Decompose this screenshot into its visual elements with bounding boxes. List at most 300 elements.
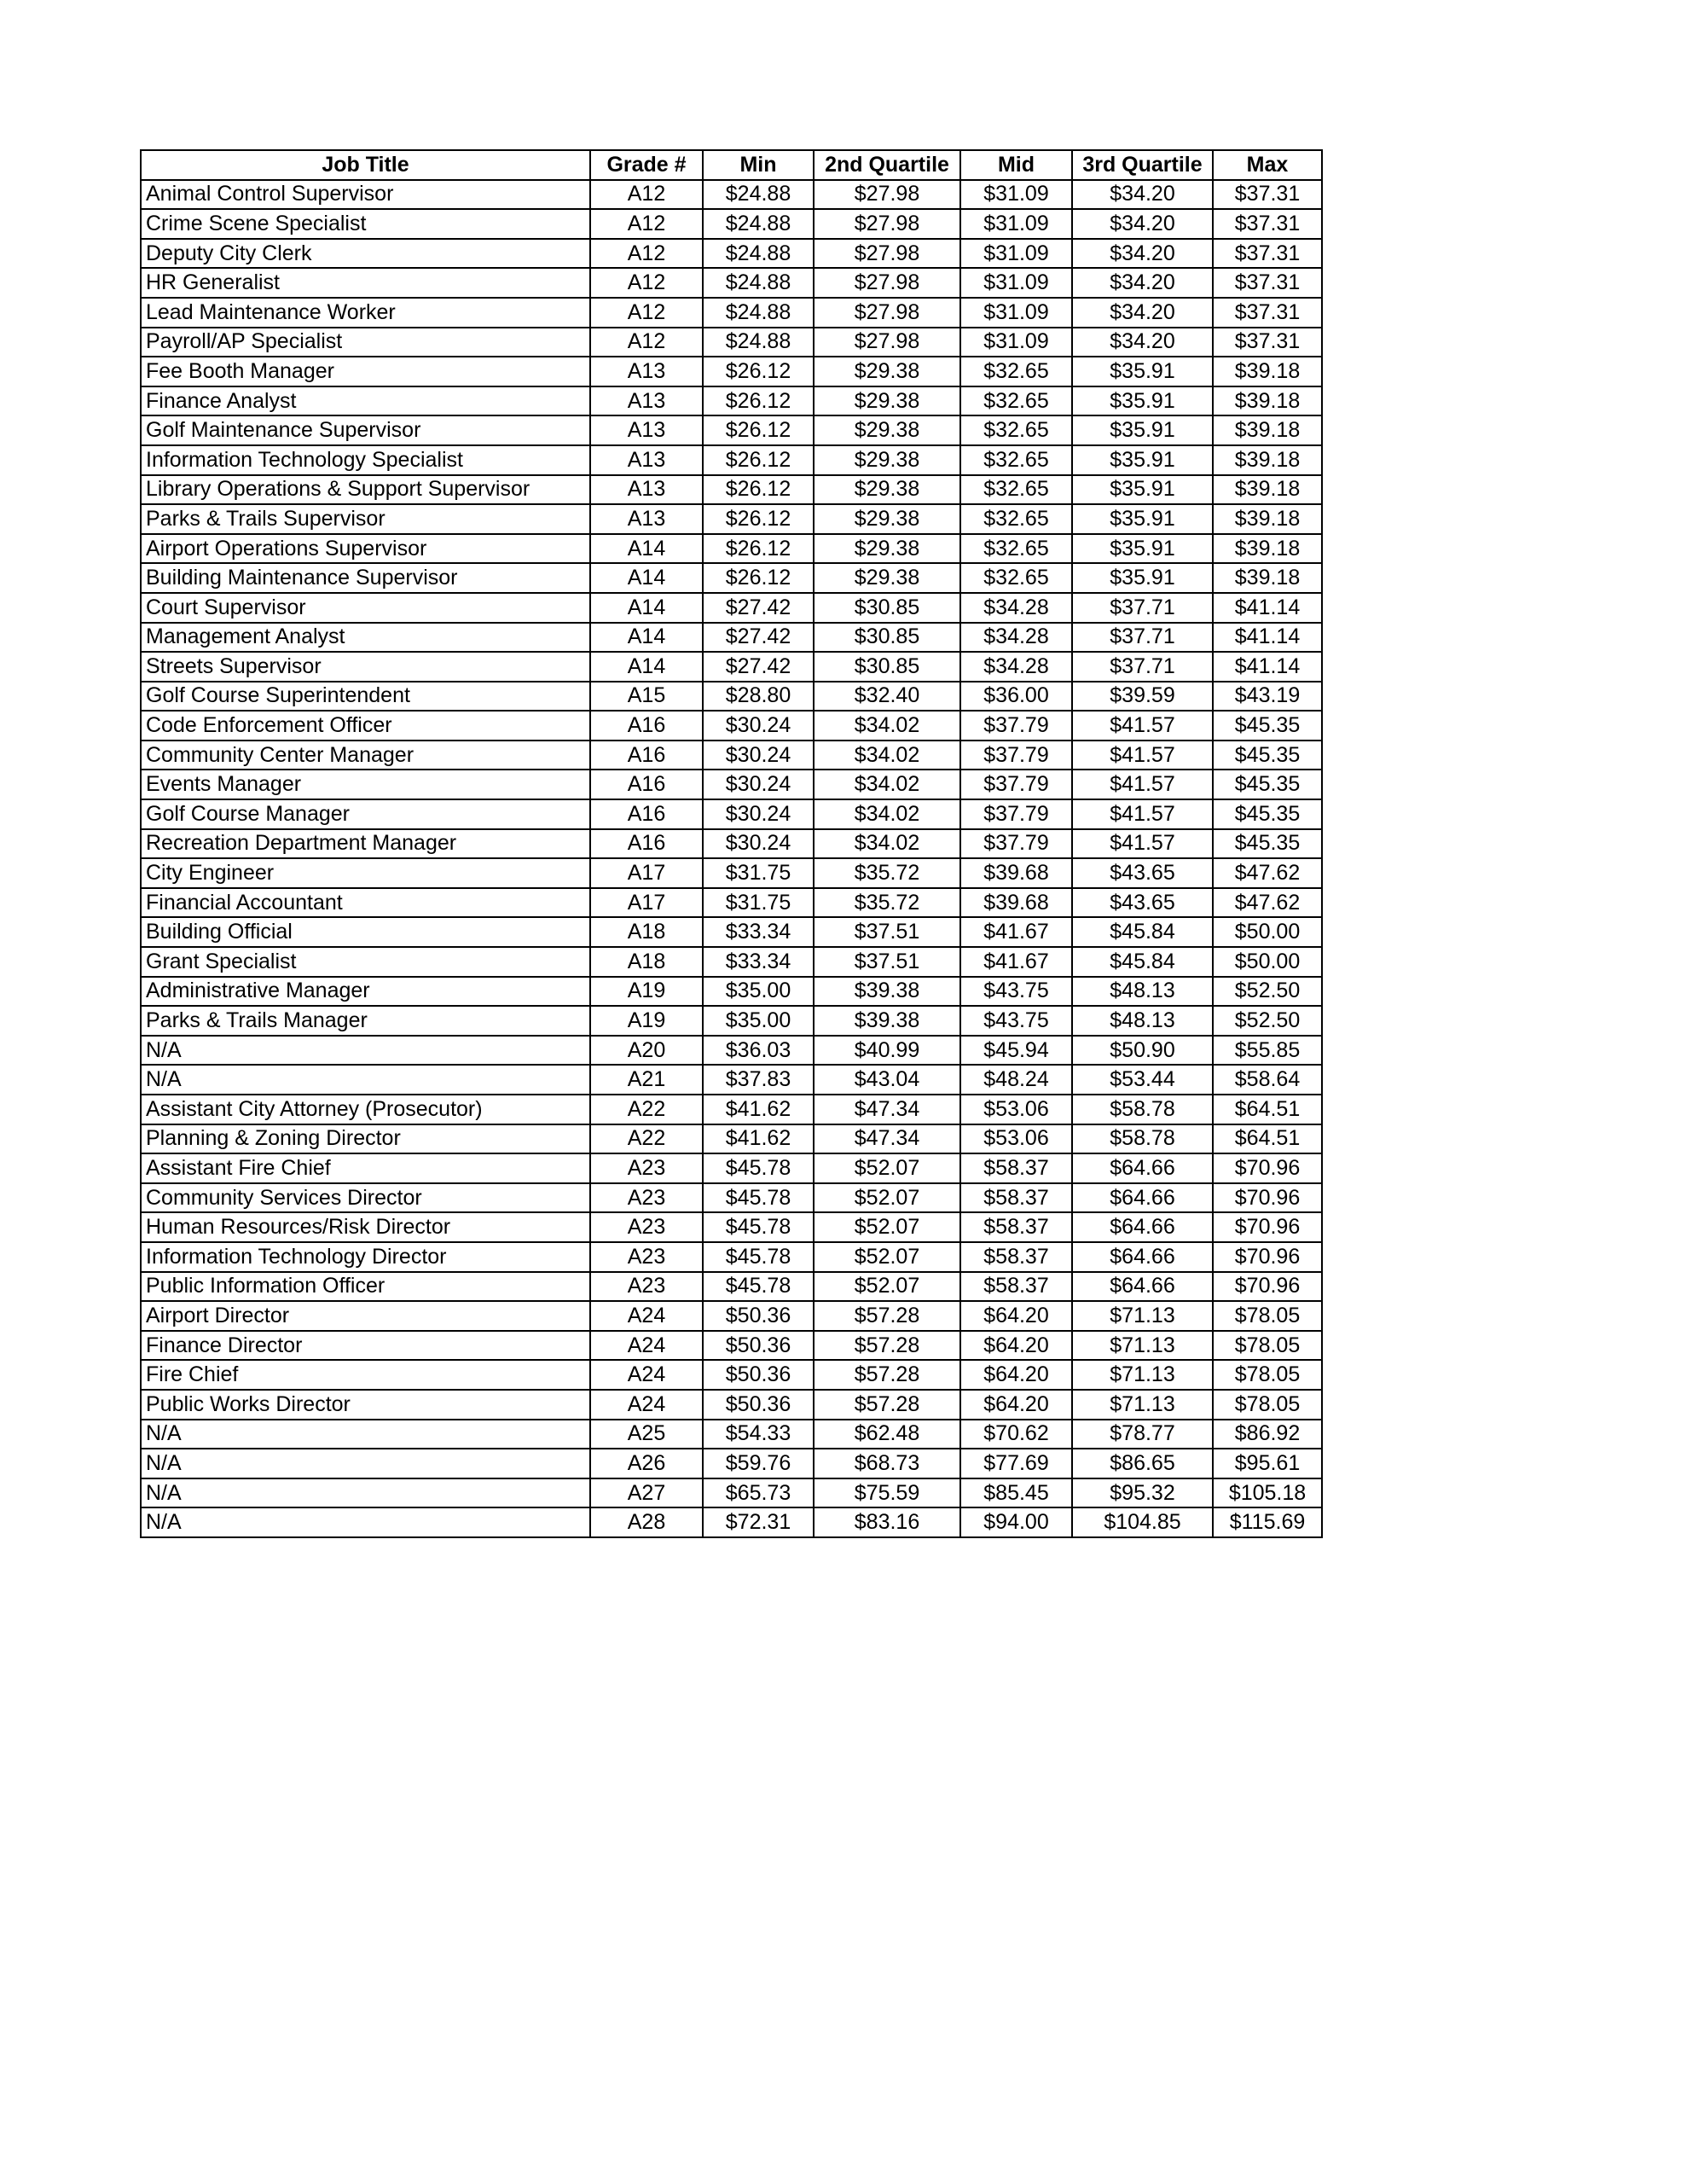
table-body	[141, 180, 1322, 1537]
cell-2nd-quartile: $34.02	[814, 770, 960, 799]
table-row	[141, 415, 1322, 445]
cell-grade: A14	[590, 623, 703, 653]
table-row	[141, 593, 1322, 623]
cell-min: $26.12	[703, 386, 814, 416]
cell-3rd-quartile: $45.84	[1072, 947, 1213, 977]
cell-grade: A14	[590, 534, 703, 564]
cell-3rd-quartile: $41.57	[1072, 770, 1213, 799]
cell-job-title: Building Maintenance Supervisor	[141, 563, 590, 593]
cell-job-title: Fire Chief	[141, 1360, 590, 1390]
cell-2nd-quartile: $29.38	[814, 386, 960, 416]
cell-2nd-quartile: $29.38	[814, 475, 960, 505]
cell-max: $39.18	[1213, 445, 1322, 475]
cell-job-title: Information Technology Specialist	[141, 445, 590, 475]
cell-mid: $32.65	[960, 504, 1072, 534]
cell-job-title: Assistant Fire Chief	[141, 1153, 590, 1183]
cell-job-title: Building Official	[141, 917, 590, 947]
table-row	[141, 1449, 1322, 1478]
cell-min: $24.88	[703, 268, 814, 298]
cell-2nd-quartile: $37.51	[814, 917, 960, 947]
cell-3rd-quartile: $48.13	[1072, 977, 1213, 1007]
cell-min: $31.75	[703, 858, 814, 888]
cell-3rd-quartile: $34.20	[1072, 328, 1213, 357]
cell-2nd-quartile: $32.40	[814, 682, 960, 712]
cell-mid: $53.06	[960, 1095, 1072, 1124]
cell-job-title: Management Analyst	[141, 623, 590, 653]
cell-min: $45.78	[703, 1183, 814, 1213]
cell-grade: A13	[590, 357, 703, 386]
cell-job-title: Court Supervisor	[141, 593, 590, 623]
table-row	[141, 1095, 1322, 1124]
header-2nd-quartile: 2nd Quartile	[814, 150, 960, 180]
cell-grade: A24	[590, 1390, 703, 1420]
cell-grade: A23	[590, 1212, 703, 1242]
cell-2nd-quartile: $52.07	[814, 1242, 960, 1272]
cell-job-title: Airport Director	[141, 1301, 590, 1331]
cell-max: $37.31	[1213, 268, 1322, 298]
table-row	[141, 1242, 1322, 1272]
cell-mid: $37.79	[960, 829, 1072, 859]
cell-3rd-quartile: $64.66	[1072, 1153, 1213, 1183]
cell-job-title: Planning & Zoning Director	[141, 1124, 590, 1154]
table-row	[141, 947, 1322, 977]
cell-mid: $32.65	[960, 357, 1072, 386]
cell-2nd-quartile: $29.38	[814, 534, 960, 564]
cell-mid: $31.09	[960, 328, 1072, 357]
cell-mid: $58.37	[960, 1242, 1072, 1272]
cell-max: $78.05	[1213, 1301, 1322, 1331]
cell-2nd-quartile: $68.73	[814, 1449, 960, 1478]
cell-max: $64.51	[1213, 1124, 1322, 1154]
cell-grade: A16	[590, 829, 703, 859]
cell-min: $24.88	[703, 239, 814, 269]
cell-2nd-quartile: $29.38	[814, 504, 960, 534]
cell-grade: A16	[590, 741, 703, 770]
cell-grade: A25	[590, 1420, 703, 1449]
cell-2nd-quartile: $30.85	[814, 623, 960, 653]
cell-3rd-quartile: $34.20	[1072, 209, 1213, 239]
cell-min: $45.78	[703, 1153, 814, 1183]
table-row	[141, 1420, 1322, 1449]
cell-max: $70.96	[1213, 1272, 1322, 1302]
cell-min: $50.36	[703, 1301, 814, 1331]
cell-max: $39.18	[1213, 563, 1322, 593]
cell-3rd-quartile: $35.91	[1072, 445, 1213, 475]
cell-job-title: Animal Control Supervisor	[141, 180, 590, 210]
cell-max: $95.61	[1213, 1449, 1322, 1478]
cell-job-title: Assistant City Attorney (Prosecutor)	[141, 1095, 590, 1124]
cell-max: $78.05	[1213, 1390, 1322, 1420]
cell-2nd-quartile: $27.98	[814, 209, 960, 239]
cell-min: $24.88	[703, 298, 814, 328]
cell-grade: A16	[590, 799, 703, 829]
cell-min: $50.36	[703, 1331, 814, 1361]
cell-mid: $37.79	[960, 711, 1072, 741]
table-row	[141, 1006, 1322, 1036]
cell-2nd-quartile: $47.34	[814, 1095, 960, 1124]
cell-min: $24.88	[703, 209, 814, 239]
cell-2nd-quartile: $83.16	[814, 1507, 960, 1537]
cell-mid: $43.75	[960, 977, 1072, 1007]
cell-job-title: N/A	[141, 1065, 590, 1095]
table-row	[141, 1183, 1322, 1213]
cell-3rd-quartile: $35.91	[1072, 534, 1213, 564]
cell-mid: $31.09	[960, 209, 1072, 239]
table-row	[141, 445, 1322, 475]
cell-mid: $64.20	[960, 1390, 1072, 1420]
cell-2nd-quartile: $29.38	[814, 415, 960, 445]
cell-3rd-quartile: $34.20	[1072, 239, 1213, 269]
cell-mid: $32.65	[960, 563, 1072, 593]
table-row	[141, 386, 1322, 416]
cell-job-title: HR Generalist	[141, 268, 590, 298]
cell-2nd-quartile: $34.02	[814, 799, 960, 829]
cell-3rd-quartile: $71.13	[1072, 1331, 1213, 1361]
cell-grade: A28	[590, 1507, 703, 1537]
table-row	[141, 504, 1322, 534]
cell-mid: $34.28	[960, 652, 1072, 682]
cell-3rd-quartile: $64.66	[1072, 1183, 1213, 1213]
cell-grade: A18	[590, 917, 703, 947]
cell-mid: $31.09	[960, 180, 1072, 210]
table-row	[141, 1124, 1322, 1154]
cell-job-title: Community Services Director	[141, 1183, 590, 1213]
header-min: Min	[703, 150, 814, 180]
cell-2nd-quartile: $52.07	[814, 1272, 960, 1302]
cell-max: $37.31	[1213, 328, 1322, 357]
cell-max: $55.85	[1213, 1036, 1322, 1066]
cell-mid: $41.67	[960, 947, 1072, 977]
cell-min: $27.42	[703, 623, 814, 653]
cell-job-title: Grant Specialist	[141, 947, 590, 977]
cell-max: $52.50	[1213, 1006, 1322, 1036]
cell-max: $45.35	[1213, 829, 1322, 859]
header-grade: Grade #	[590, 150, 703, 180]
cell-min: $30.24	[703, 741, 814, 770]
cell-3rd-quartile: $39.59	[1072, 682, 1213, 712]
table-row	[141, 1390, 1322, 1420]
cell-min: $30.24	[703, 829, 814, 859]
cell-min: $72.31	[703, 1507, 814, 1537]
cell-3rd-quartile: $86.65	[1072, 1449, 1213, 1478]
cell-grade: A12	[590, 180, 703, 210]
cell-min: $37.83	[703, 1065, 814, 1095]
cell-2nd-quartile: $29.38	[814, 357, 960, 386]
cell-max: $45.35	[1213, 799, 1322, 829]
cell-grade: A23	[590, 1183, 703, 1213]
cell-3rd-quartile: $71.13	[1072, 1360, 1213, 1390]
cell-3rd-quartile: $58.78	[1072, 1124, 1213, 1154]
cell-grade: A12	[590, 298, 703, 328]
cell-2nd-quartile: $34.02	[814, 711, 960, 741]
cell-min: $35.00	[703, 1006, 814, 1036]
cell-min: $26.12	[703, 475, 814, 505]
cell-grade: A24	[590, 1301, 703, 1331]
cell-2nd-quartile: $57.28	[814, 1360, 960, 1390]
cell-min: $30.24	[703, 770, 814, 799]
table-row	[141, 1212, 1322, 1242]
cell-3rd-quartile: $64.66	[1072, 1212, 1213, 1242]
cell-job-title: City Engineer	[141, 858, 590, 888]
cell-2nd-quartile: $40.99	[814, 1036, 960, 1066]
table-row	[141, 1478, 1322, 1508]
header-mid: Mid	[960, 150, 1072, 180]
header-3rd-quartile: 3rd Quartile	[1072, 150, 1213, 180]
cell-mid: $85.45	[960, 1478, 1072, 1508]
cell-mid: $70.62	[960, 1420, 1072, 1449]
cell-max: $45.35	[1213, 741, 1322, 770]
cell-2nd-quartile: $39.38	[814, 977, 960, 1007]
cell-grade: A23	[590, 1272, 703, 1302]
cell-job-title: Finance Director	[141, 1331, 590, 1361]
cell-max: $78.05	[1213, 1331, 1322, 1361]
pay-grade-table	[140, 149, 1323, 1538]
cell-mid: $32.65	[960, 475, 1072, 505]
cell-3rd-quartile: $35.91	[1072, 504, 1213, 534]
cell-max: $70.96	[1213, 1212, 1322, 1242]
cell-min: $65.73	[703, 1478, 814, 1508]
cell-max: $70.96	[1213, 1242, 1322, 1272]
cell-max: $47.62	[1213, 888, 1322, 918]
cell-mid: $64.20	[960, 1331, 1072, 1361]
cell-job-title: Fee Booth Manager	[141, 357, 590, 386]
cell-grade: A22	[590, 1124, 703, 1154]
cell-job-title: Deputy City Clerk	[141, 239, 590, 269]
cell-min: $45.78	[703, 1212, 814, 1242]
cell-min: $30.24	[703, 711, 814, 741]
cell-job-title: N/A	[141, 1420, 590, 1449]
cell-max: $37.31	[1213, 239, 1322, 269]
table-row	[141, 1331, 1322, 1361]
table-row	[141, 741, 1322, 770]
cell-3rd-quartile: $71.13	[1072, 1390, 1213, 1420]
cell-3rd-quartile: $58.78	[1072, 1095, 1213, 1124]
cell-mid: $77.69	[960, 1449, 1072, 1478]
cell-max: $39.18	[1213, 386, 1322, 416]
cell-3rd-quartile: $35.91	[1072, 386, 1213, 416]
cell-job-title: Public Works Director	[141, 1390, 590, 1420]
cell-mid: $58.37	[960, 1272, 1072, 1302]
cell-2nd-quartile: $52.07	[814, 1183, 960, 1213]
cell-max: $78.05	[1213, 1360, 1322, 1390]
cell-job-title: Crime Scene Specialist	[141, 209, 590, 239]
cell-job-title: N/A	[141, 1478, 590, 1508]
cell-mid: $32.65	[960, 386, 1072, 416]
cell-grade: A12	[590, 328, 703, 357]
cell-3rd-quartile: $35.91	[1072, 415, 1213, 445]
cell-min: $41.62	[703, 1124, 814, 1154]
cell-max: $70.96	[1213, 1183, 1322, 1213]
cell-3rd-quartile: $48.13	[1072, 1006, 1213, 1036]
cell-grade: A12	[590, 209, 703, 239]
cell-mid: $32.65	[960, 534, 1072, 564]
cell-grade: A21	[590, 1065, 703, 1095]
cell-grade: A14	[590, 593, 703, 623]
cell-job-title: Finance Analyst	[141, 386, 590, 416]
cell-min: $26.12	[703, 563, 814, 593]
cell-max: $45.35	[1213, 711, 1322, 741]
cell-mid: $39.68	[960, 888, 1072, 918]
table-row	[141, 1360, 1322, 1390]
cell-3rd-quartile: $34.20	[1072, 180, 1213, 210]
cell-grade: A14	[590, 563, 703, 593]
table-row	[141, 1507, 1322, 1537]
cell-2nd-quartile: $35.72	[814, 858, 960, 888]
cell-max: $37.31	[1213, 180, 1322, 210]
cell-2nd-quartile: $35.72	[814, 888, 960, 918]
table-row	[141, 1036, 1322, 1066]
cell-2nd-quartile: $27.98	[814, 328, 960, 357]
cell-mid: $37.79	[960, 799, 1072, 829]
table-row	[141, 711, 1322, 741]
cell-min: $30.24	[703, 799, 814, 829]
cell-grade: A22	[590, 1095, 703, 1124]
cell-min: $50.36	[703, 1390, 814, 1420]
cell-grade: A16	[590, 770, 703, 799]
cell-mid: $58.37	[960, 1183, 1072, 1213]
table-row	[141, 209, 1322, 239]
cell-max: $37.31	[1213, 209, 1322, 239]
cell-grade: A19	[590, 1006, 703, 1036]
cell-max: $41.14	[1213, 652, 1322, 682]
cell-2nd-quartile: $34.02	[814, 829, 960, 859]
table-row	[141, 298, 1322, 328]
cell-3rd-quartile: $35.91	[1072, 475, 1213, 505]
cell-2nd-quartile: $27.98	[814, 298, 960, 328]
cell-max: $39.18	[1213, 357, 1322, 386]
cell-3rd-quartile: $41.57	[1072, 799, 1213, 829]
cell-mid: $64.20	[960, 1360, 1072, 1390]
cell-3rd-quartile: $64.66	[1072, 1272, 1213, 1302]
cell-mid: $43.75	[960, 1006, 1072, 1036]
cell-3rd-quartile: $37.71	[1072, 593, 1213, 623]
header-row	[141, 150, 1322, 180]
cell-mid: $31.09	[960, 239, 1072, 269]
table-row	[141, 858, 1322, 888]
cell-2nd-quartile: $30.85	[814, 652, 960, 682]
cell-min: $33.34	[703, 947, 814, 977]
cell-grade: A24	[590, 1331, 703, 1361]
cell-grade: A12	[590, 268, 703, 298]
cell-max: $115.69	[1213, 1507, 1322, 1537]
cell-grade: A24	[590, 1360, 703, 1390]
table-row	[141, 1153, 1322, 1183]
cell-grade: A13	[590, 445, 703, 475]
cell-min: $27.42	[703, 593, 814, 623]
cell-min: $26.12	[703, 504, 814, 534]
cell-2nd-quartile: $27.98	[814, 180, 960, 210]
cell-2nd-quartile: $57.28	[814, 1390, 960, 1420]
cell-job-title: N/A	[141, 1507, 590, 1537]
cell-mid: $32.65	[960, 415, 1072, 445]
cell-2nd-quartile: $47.34	[814, 1124, 960, 1154]
cell-2nd-quartile: $75.59	[814, 1478, 960, 1508]
cell-3rd-quartile: $45.84	[1072, 917, 1213, 947]
table-row	[141, 770, 1322, 799]
cell-job-title: Recreation Department Manager	[141, 829, 590, 859]
cell-job-title: Public Information Officer	[141, 1272, 590, 1302]
cell-job-title: Airport Operations Supervisor	[141, 534, 590, 564]
cell-min: $26.12	[703, 357, 814, 386]
cell-3rd-quartile: $78.77	[1072, 1420, 1213, 1449]
cell-min: $26.12	[703, 534, 814, 564]
cell-mid: $45.94	[960, 1036, 1072, 1066]
cell-3rd-quartile: $41.57	[1072, 741, 1213, 770]
cell-mid: $32.65	[960, 445, 1072, 475]
cell-max: $41.14	[1213, 623, 1322, 653]
cell-min: $33.34	[703, 917, 814, 947]
cell-mid: $39.68	[960, 858, 1072, 888]
table-row	[141, 917, 1322, 947]
table-row	[141, 534, 1322, 564]
table-row	[141, 977, 1322, 1007]
cell-mid: $58.37	[960, 1153, 1072, 1183]
cell-grade: A15	[590, 682, 703, 712]
table-row	[141, 829, 1322, 859]
cell-mid: $34.28	[960, 623, 1072, 653]
cell-min: $41.62	[703, 1095, 814, 1124]
cell-min: $45.78	[703, 1242, 814, 1272]
cell-min: $59.76	[703, 1449, 814, 1478]
cell-3rd-quartile: $37.71	[1072, 652, 1213, 682]
cell-grade: A14	[590, 652, 703, 682]
cell-min: $24.88	[703, 328, 814, 357]
cell-mid: $58.37	[960, 1212, 1072, 1242]
header-max: Max	[1213, 150, 1322, 180]
cell-grade: A23	[590, 1153, 703, 1183]
cell-max: $39.18	[1213, 534, 1322, 564]
cell-3rd-quartile: $35.91	[1072, 563, 1213, 593]
cell-min: $45.78	[703, 1272, 814, 1302]
cell-max: $39.18	[1213, 475, 1322, 505]
cell-2nd-quartile: $39.38	[814, 1006, 960, 1036]
cell-min: $26.12	[703, 445, 814, 475]
cell-3rd-quartile: $95.32	[1072, 1478, 1213, 1508]
cell-job-title: Events Manager	[141, 770, 590, 799]
table-row	[141, 357, 1322, 386]
cell-3rd-quartile: $64.66	[1072, 1242, 1213, 1272]
table-row	[141, 799, 1322, 829]
cell-max: $50.00	[1213, 917, 1322, 947]
cell-grade: A12	[590, 239, 703, 269]
cell-max: $47.62	[1213, 858, 1322, 888]
cell-job-title: Streets Supervisor	[141, 652, 590, 682]
cell-job-title: N/A	[141, 1036, 590, 1066]
cell-2nd-quartile: $52.07	[814, 1153, 960, 1183]
cell-max: $58.64	[1213, 1065, 1322, 1095]
cell-job-title: Lead Maintenance Worker	[141, 298, 590, 328]
cell-2nd-quartile: $57.28	[814, 1301, 960, 1331]
cell-max: $52.50	[1213, 977, 1322, 1007]
cell-job-title: Code Enforcement Officer	[141, 711, 590, 741]
cell-mid: $41.67	[960, 917, 1072, 947]
cell-job-title: Community Center Manager	[141, 741, 590, 770]
cell-min: $27.42	[703, 652, 814, 682]
cell-job-title: Administrative Manager	[141, 977, 590, 1007]
cell-2nd-quartile: $62.48	[814, 1420, 960, 1449]
cell-job-title: Library Operations & Support Supervisor	[141, 475, 590, 505]
cell-grade: A18	[590, 947, 703, 977]
cell-job-title: Information Technology Director	[141, 1242, 590, 1272]
table-row	[141, 1065, 1322, 1095]
cell-job-title: Human Resources/Risk Director	[141, 1212, 590, 1242]
cell-2nd-quartile: $57.28	[814, 1331, 960, 1361]
cell-grade: A19	[590, 977, 703, 1007]
cell-grade: A27	[590, 1478, 703, 1508]
cell-max: $39.18	[1213, 415, 1322, 445]
cell-2nd-quartile: $27.98	[814, 268, 960, 298]
cell-2nd-quartile: $27.98	[814, 239, 960, 269]
